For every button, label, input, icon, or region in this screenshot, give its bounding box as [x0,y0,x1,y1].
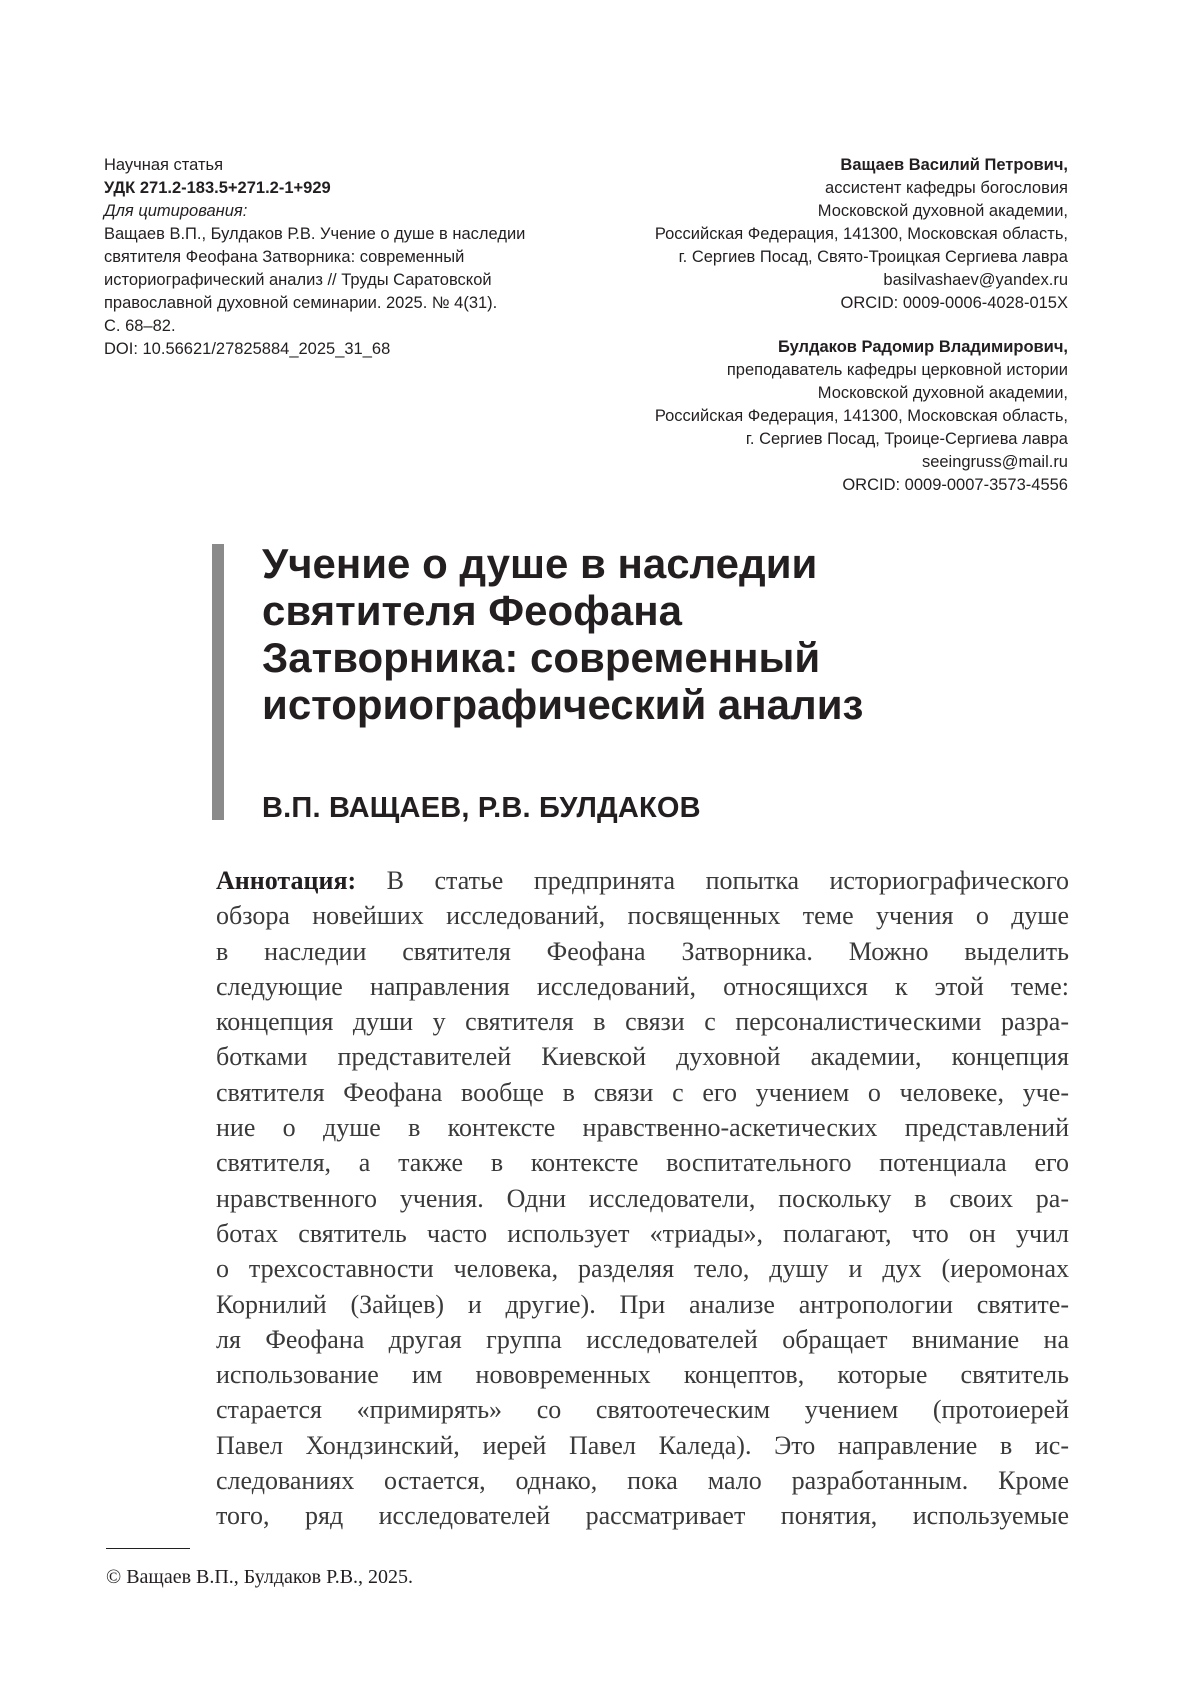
author-address: Российская Федерация, 141300, Московская область, [654,225,1068,243]
reference-line: Ващаев В.П., Булдаков Р.В. Учение о душе в наследии [104,225,526,243]
abstract-line: о трехсоставности человека, разделяя тело, душу и дух (иеромонах [216,1254,1069,1284]
abstract-line: ботах святитель часто использует «триады», полагают, что он учил [216,1218,1069,1248]
abstract-line: Корнилий (Зайцев) и другие). При анализе антропологии святите- [216,1289,1069,1319]
abstract-line: святителя, а также в контексте воспитательного потенциала его [216,1148,1069,1178]
abstract-line: святителя Феофана вообще в связи с его учением о человеке, уче- [216,1077,1069,1107]
title-line: Учение о душе в наследии [262,540,818,587]
udc-code: УДК 271.2-183.5+271.2-1+929 [104,179,331,197]
author-email: basilvashaev@yandex.ru [883,271,1068,289]
abstract-line: Павел Хондзинский, иерей Павел Каледа). Это направление в ис- [216,1430,1069,1460]
author-affiliation: Московской духовной академии, [817,202,1068,220]
author-address: г. Сергиев Посад, Троице-Сергиева лавра [745,430,1068,448]
reference-line: святителя Феофана Затворника: современный [104,248,465,266]
article-authors: В.П. ВАЩАЕВ, Р.В. БУЛДАКОВ [262,792,701,824]
abstract-line [216,863,1069,898]
abstract-text: В статье предпринята попытка историографического [386,866,1070,895]
abstract-line: ботками представителей Киевской духовной академии, концепция [216,1042,1069,1072]
author-orcid: ORCID: 0009-0007-3573-4556 [842,476,1068,494]
abstract [216,863,1069,1534]
footnote-divider [106,1548,190,1549]
author-position: преподаватель кафедры церковной истории [726,361,1068,379]
abstract-line: следующие направления исследований, относящихся к этой теме: [216,971,1069,1001]
abstract-line: в наследии святителя Феофана Затворника. Можно выделить [216,936,1069,966]
author-affiliation: Московской духовной академии, [817,384,1068,402]
abstract-line: обзора новейших исследований, посвященных теме учения о душе [216,901,1069,931]
copyright-footnote: © Ващаев В.П., Булдаков Р.В., 2025. [106,1566,414,1588]
abstract-line: ние о душе в контексте нравственно-аскетических представлений [216,1113,1069,1143]
abstract-line: использование им нововременных концептов, которые святитель [216,1360,1069,1390]
author-address: Российская Федерация, 141300, Московская область, [654,407,1068,425]
author-position: ассистент кафедры богословия [825,179,1068,197]
title-accent-bar [212,544,224,820]
author-name: Булдаков Радомир Владимирович, [777,338,1068,356]
title-line: святителя Феофана [262,587,682,634]
abstract-line: того, ряд исследователей рассматривает понятия, используемые [216,1501,1069,1531]
abstract-line: следованиях остается, однако, пока мало разработанным. Кроме [216,1466,1069,1496]
reference-line: С. 68–82. [104,317,176,335]
article-title [262,540,1022,728]
author-address: г. Сергиев Посад, Свято-Троицкая Сергиева лавра [678,248,1068,266]
abstract-line: ля Феофана другая группа исследователей обращает внимание на [216,1324,1069,1354]
abstract-line: концепция души у святителя в связи с персоналистическими разра- [216,1007,1069,1037]
author-orcid: ORCID: 0009-0006-4028-015X [840,294,1068,312]
abstract-line: нравственного учения. Одни исследователи, поскольку в своих ра- [216,1183,1069,1213]
author-info-1 [548,154,1068,315]
doi: DOI: 10.56621/27825884_2025_31_68 [104,340,391,358]
reference-line: историографический анализ // Труды Саратовской [104,271,492,289]
title-line: историографический анализ [262,681,864,728]
title-line: Затворника: современный [262,634,821,681]
author-info-2 [548,336,1068,497]
abstract-line: старается «примирять» со святоотеческим учением (протоиерей [216,1395,1069,1425]
cite-label: Для цитирования: [104,202,248,220]
author-name: Ващаев Василий Петрович, [840,156,1068,174]
reference-line: православной духовной семинарии. 2025. № 4(31). [104,294,498,312]
citation-block [104,154,564,361]
article-type: Научная статья [104,156,224,174]
abstract-label: Аннотация: [216,866,357,895]
author-email: seeingruss@mail.ru [921,453,1068,471]
